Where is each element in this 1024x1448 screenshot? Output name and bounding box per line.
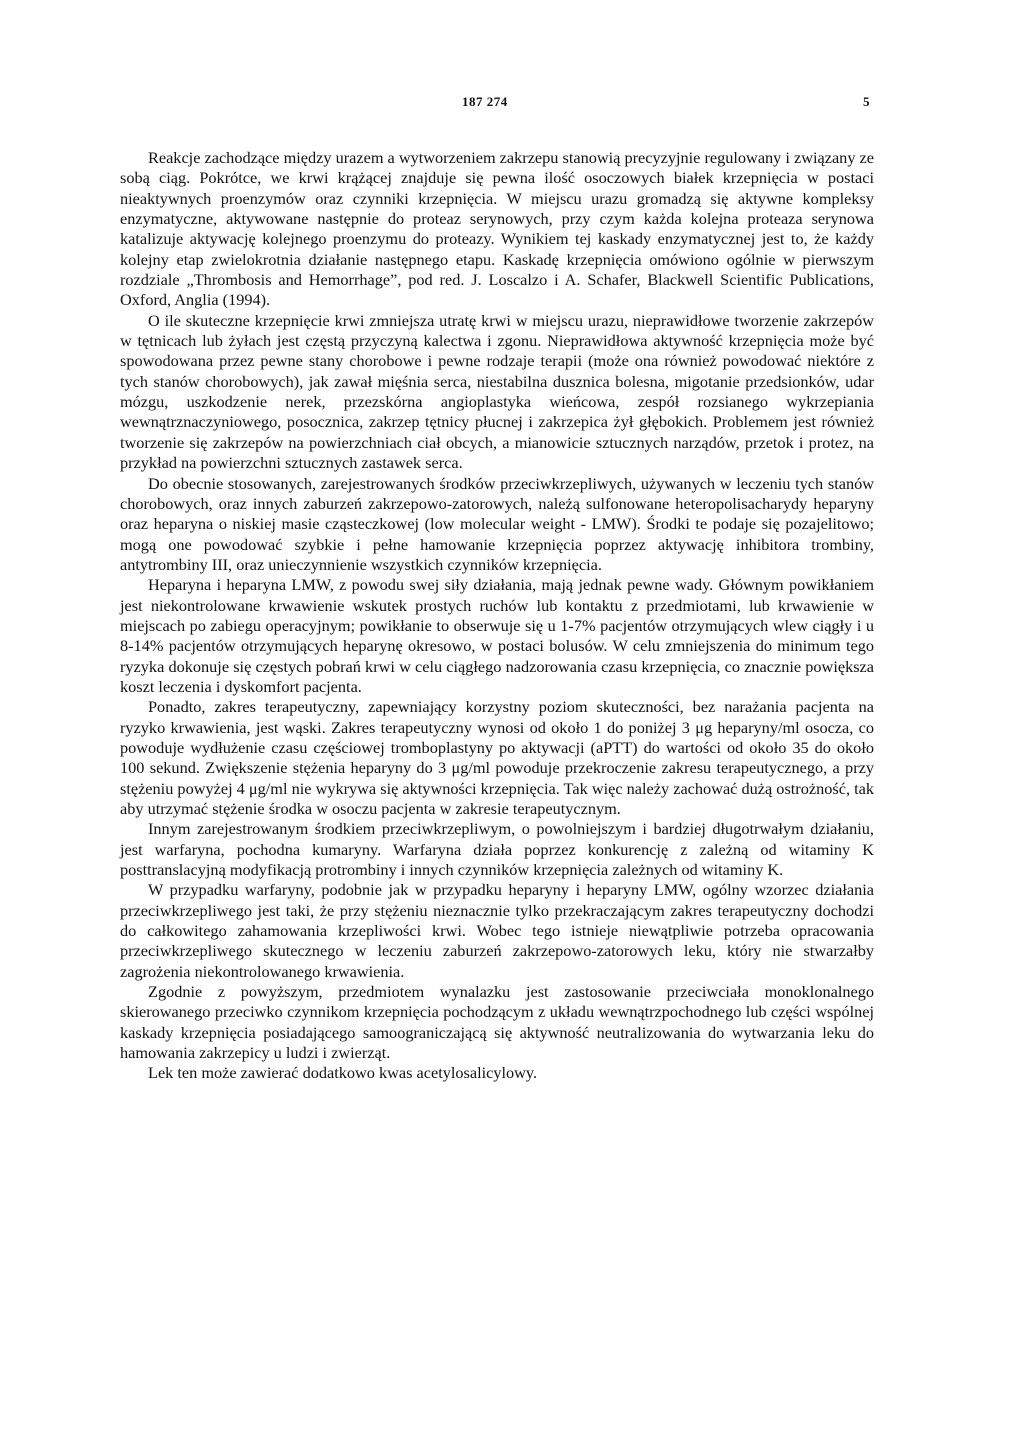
paragraph-2: O ile skuteczne krzepnięcie krwi zmniejsza utratę krwi w miejscu urazu, nieprawidłowe tworzenie zakrzepów w tętnicach lub żyłach jest częstą przyczyną kalectwa i zgonu. Nieprawidłowa aktywność krzepnięcia może być spowodowana przez pewne stany chorobowe i pewne rodzaje terapii (może ona również powodować niektóre z tych stanów chorobowych), jak zawał mięśnia serca, niestabilna dusznica bolesna, migotanie przedsionków, udar mózgu, uszkodzenie nerek, przezskórna angioplastyka wieńcowa, zespół rozsianego wykrzepiania wewnątrznaczyniowego, posocznica, zakrzep tętnicy płucnej i zakrzepica żył głębokich. Problemem jest również tworzenie się zakrzepów na powierzchniach ciał obcych, a mianowicie sztucznych narządów, przetok i protez, na przykład na powierzchni sztucznych zastawek serca. (120, 310, 874, 473)
paragraph-7: W przypadku warfaryny, podobnie jak w przypadku heparyny i heparyny LMW, ogólny wzorzec działania przeciwkrzepliwego jest taki, że przy stężeniu nieznacznie tylko przekraczającym zakres terapeutyczny dochodzi do całkowitego zahamowania krzepliwości krwi. Wobec tego istnieje niewątpliwie potrzeba opracowania przeciwkrzepliwego skutecznego w leczeniu zaburzeń zakrzepowo-zatorowych leku, który nie stwarzałby zagrożenia niekontrolowanego krwawienia. (120, 880, 874, 981)
paragraph-4: Heparyna i heparyna LMW, z powodu swej siły działania, mają jednak pewne wady. Głównym powikłaniem jest niekontrolowane krwawienie wskutek prostych ruchów lub kontaktu z przedmiotami, lub krwawienie w miejscach po zabiegu operacyjnym; powikłanie to obserwuje się u 1-7% pacjentów otrzymujących wlew ciągły i u 8-14% pacjentów otrzymujących heparynę okresowo, w postaci bolusów. W celu zmniejszenia do minimum tego ryzyka dokonuje się częstych pobrań krwi w celu ciągłego nadzorowania czasu krzepnięcia, co znacznie powiększa koszt leczenia i dyskomfort pacjenta. (120, 575, 874, 696)
paragraph-5: Ponadto, zakres terapeutyczny, zapewniający korzystny poziom skuteczności, bez narażania pacjenta na ryzyko krwawienia, jest wąski. Zakres terapeutyczny wynosi od około 1 do poniżej 3 μg heparyny/ml osocza, co powoduje wydłużenie czasu częściowej tromboplastyny po aktywacji (aPTT) do wartości od około 35 do około 100 sekund. Zwiększenie stężenia heparyny do 3 μg/ml powoduje przekroczenie zakresu terapeutycznego, a przy stężeniu powyżej 4 μg/ml nie wykrywa się aktywności krzepnięcia. Tak więc należy zachować dużą ostrożność, tak aby utrzymać stężenie środka w osoczu pacjenta w zakresie terapeutycznym. (120, 697, 874, 818)
document-body (120, 148, 874, 1084)
paragraph-3: Do obecnie stosowanych, zarejestrowanych środków przeciwkrzepliwych, używanych w leczeniu tych stanów chorobowych, oraz innych zaburzeń zakrzepowo-zatorowych, należą sulfonowane heteropolisacharydy heparyny oraz heparyna o niskiej masie cząsteczkowej (low molecular weight - LMW). Środki te podaje się pozajelitowo; mogą one powodować szybkie i pełne hamowanie krzepnięcia poprzez aktywację inhibitora trombiny, antytrombiny III, oraz unieczynnienie wszystkich czynników krzepnięcia. (120, 473, 874, 574)
paragraph-9: Lek ten może zawierać dodatkowo kwas acetylosalicylowy. (148, 1063, 538, 1083)
paragraph-1: Reakcje zachodzące między urazem a wytworzeniem zakrzepu stanowią precyzyjnie regulowany i związany ze sobą ciąg. Pokrótce, we krwi krążącej znajduje się pewna ilość osoczowych białek krzepnięcia w postaci nieaktywnych proenzymów oraz czynniki krzepnięcia. W miejscu urazu gromadzą się aktywne kompleksy enzymatyczne, aktywowane następnie do proteaz serynowych, przy czym każda kolejna proteaza serynowa katalizuje aktywację kolejnego proenzymu do proteazy. Wynikiem tej kaskady enzymatycznej jest to, że każdy kolejny etap zwielokrotnia działanie następnego etapu. Kaskadę krzepnięcia omówiono ogólnie w pierwszym rozdziale „Thrombosis and Hemorrhage”, pod red. J. Loscalzo i A. Schafer, Blackwell Scientific Publications, Oxford, Anglia (1994). (120, 148, 874, 310)
paragraph-6: Innym zarejestrowanym środkiem przeciwkrzepliwym, o powolniejszym i bardziej długotrwałym działaniu, jest warfaryna, pochodna kumaryny. Warfaryna działa poprzez konkurencję z zależną od witaminy K posttranslacyjną modyfikacją protrombiny i innych czynników krzepnięcia zależnych od witaminy K. (120, 819, 874, 880)
document-number: 187 274 (462, 94, 508, 109)
page-number: 5 (863, 94, 870, 109)
paragraph-8: Zgodnie z powyższym, przedmiotem wynalazku jest zastosowanie przeciwciała monoklonalnego skierowanego przeciwko czynnikom krzepnięcia pochodzącym z układu wewnątrzpochodnego lub części wspólnej kaskady krzepnięcia posiadającego samoograniczającą się aktywność neutralizowania do wytwarzania leku do hamowania zakrzepicy u ludzi i zwierząt. (120, 982, 874, 1063)
page-header (0, 92, 1024, 116)
